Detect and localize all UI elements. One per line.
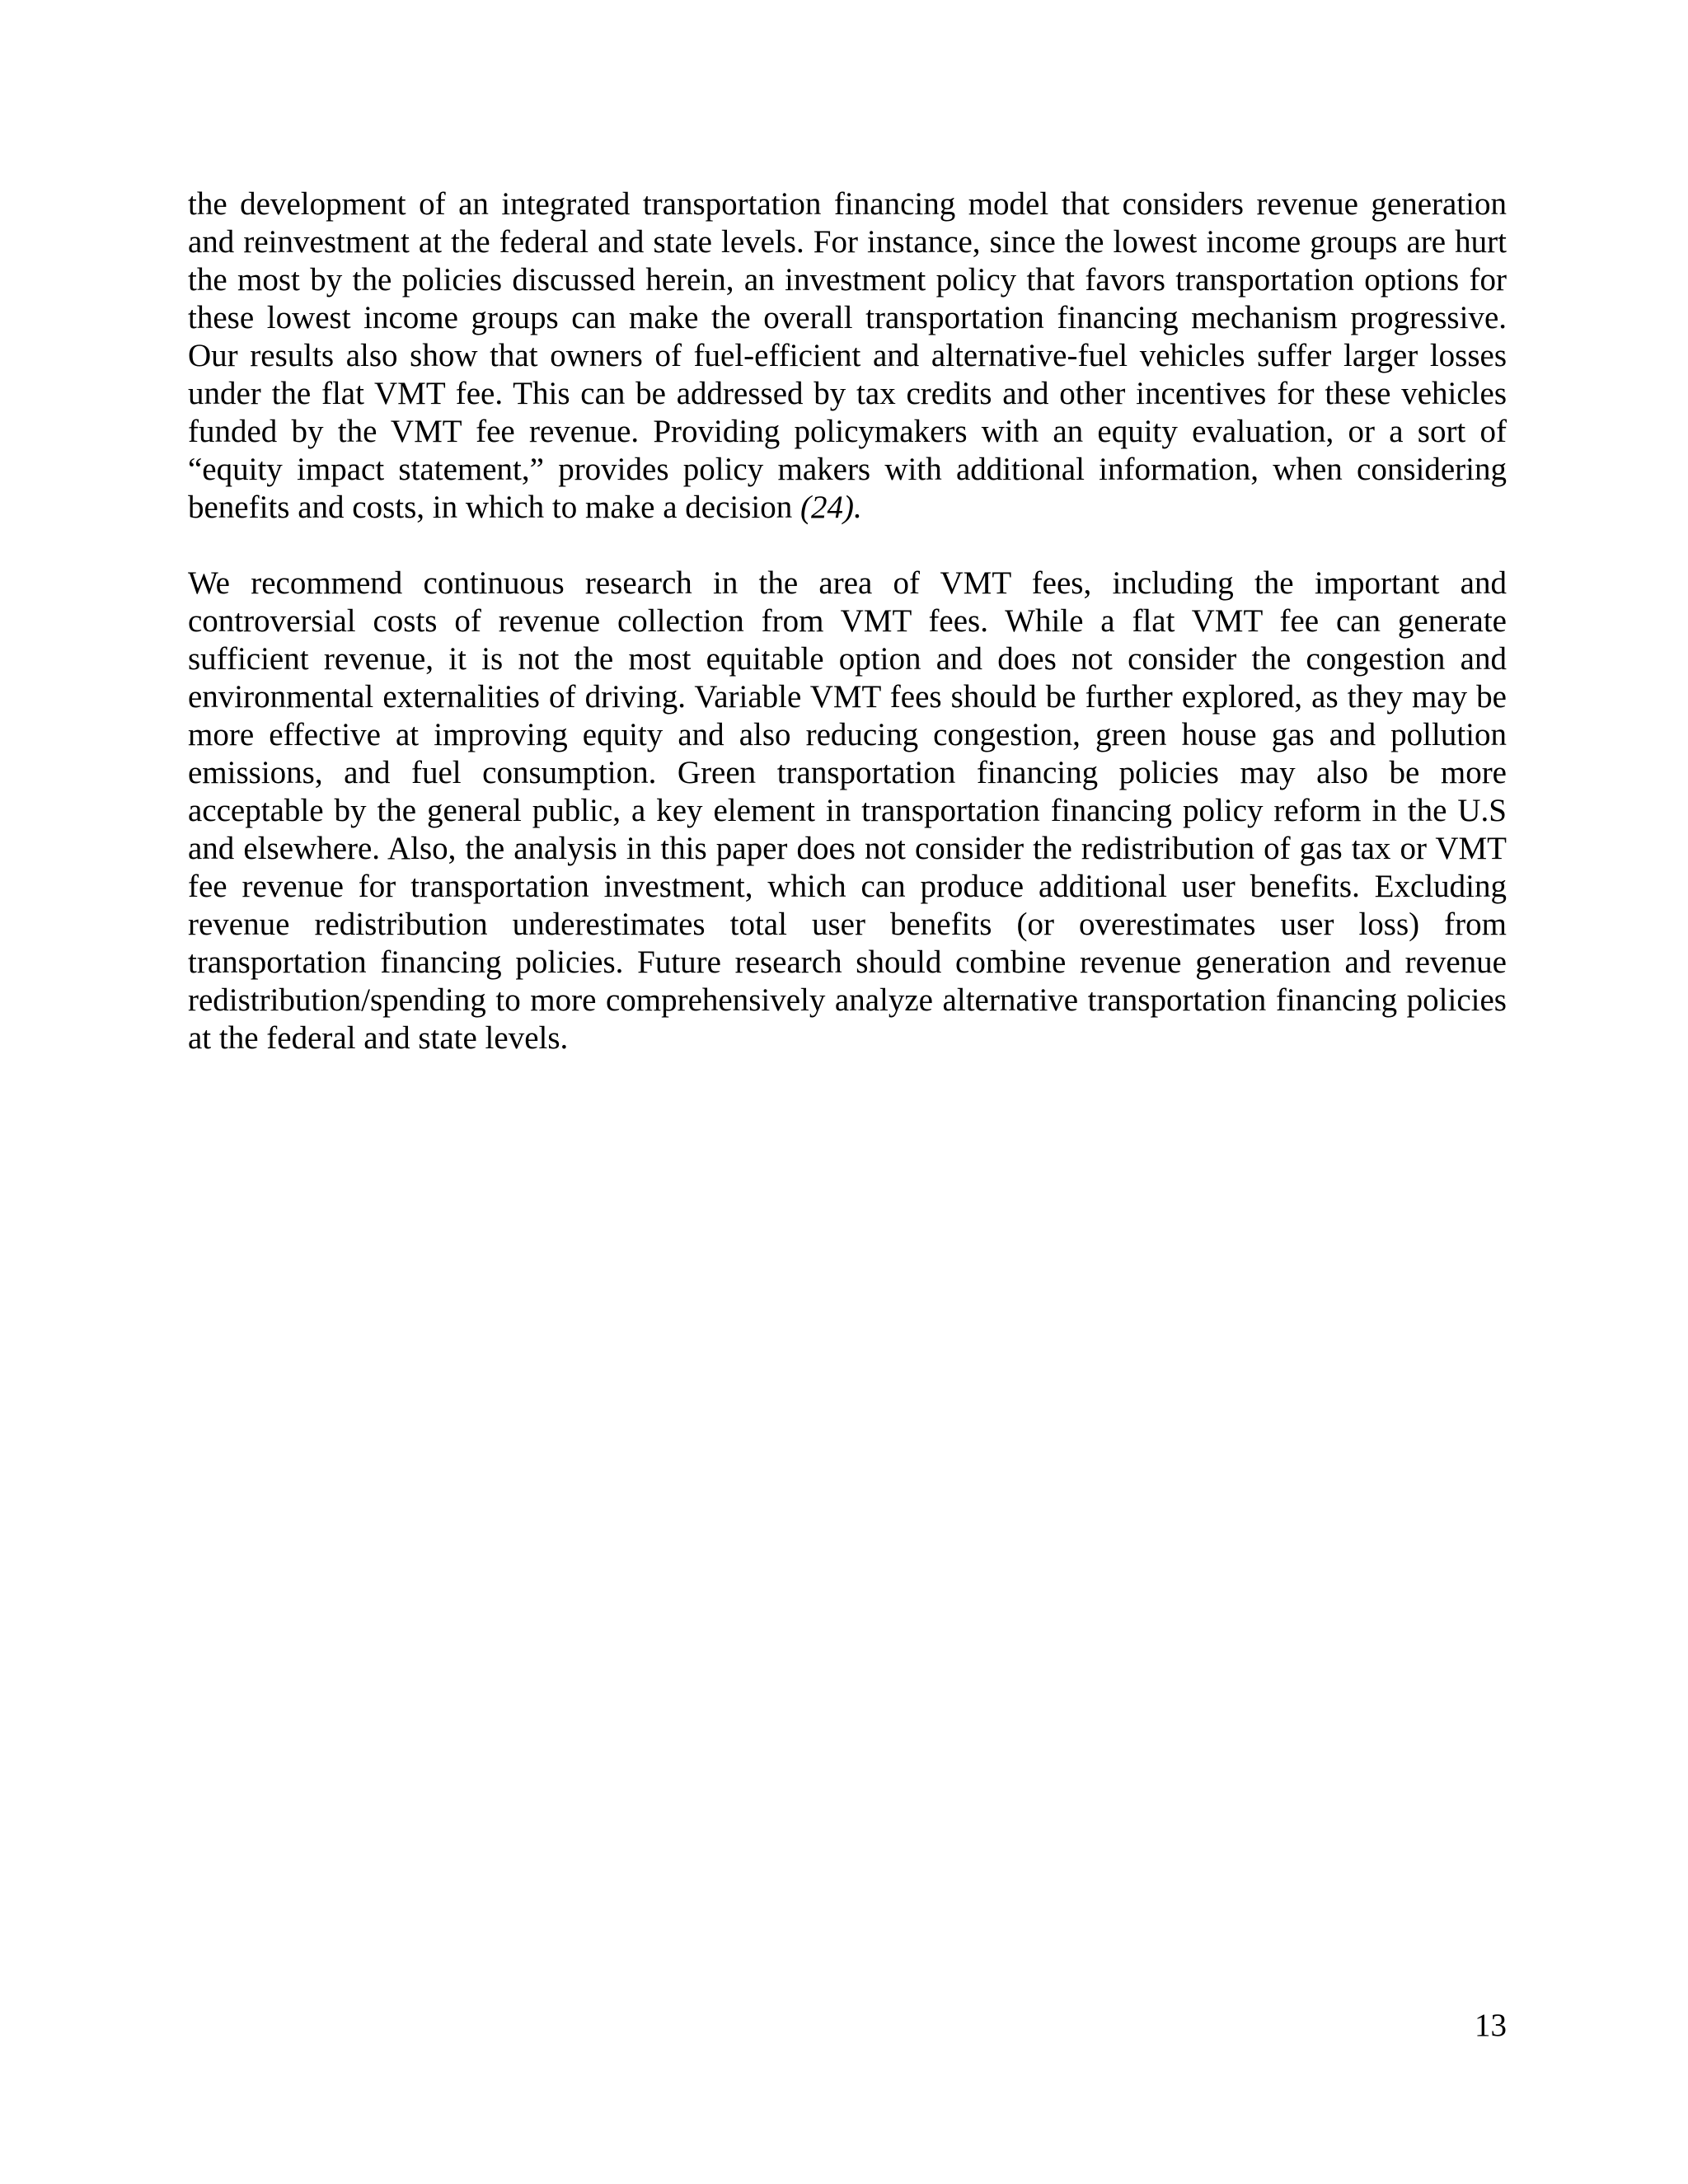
body-text <box>188 185 1507 1057</box>
paragraph-equity-investment <box>188 185 1507 527</box>
page-number: 13 <box>1475 2008 1507 2043</box>
paragraph-research-recommendation: We recommend continuous research in the area of VMT fees, including the important and controversial costs of revenue collection from VMT fees. While a flat VMT fee can generate sufficient revenue, it is not the most equitable option and does not consider the congestion and environmental externalities of driving. Variable VMT fees should be further explored, as they may be more effective at improving equity and also reducing congestion, green house gas and pollution emissions, and fuel consumption. Green transportation financing policies may also be more acceptable by the general public, a key element in transportation financing policy reform in the U.S and elsewhere. Also, the analysis in this paper does not consider the redistribution of gas tax or VMT fee revenue for transportation investment, which can produce additional user benefits. Excluding revenue redistribution underestimates total user benefits (or overestimates user loss) from transportation financing policies. Future research should combine revenue generation and revenue redistribution/spending to more comprehensively analyze alternative transportation financing policies at the federal and state levels. <box>188 565 1507 1056</box>
paragraph-1-text: the development of an integrated transportation financing model that considers revenue generation and reinvestment at the federal and state levels. For instance, since the lowest income groups are hurt the most by the policies discussed herein, an investment policy that favors transportation options for these lowest income groups can make the overall transportation financing mechanism progressive. Our results also show that owners of fuel-efficient and alternative-fuel vehicles suffer larger losses under the flat VMT fee. This can be addressed by tax credits and other incentives for these vehicles funded by the VMT fee revenue. Providing policymakers with an equity evaluation, or a sort of “equity impact statement,” provides policy makers with additional information, when considering benefits and costs, in which to make a decision <box>188 186 1507 525</box>
citation-24: (24). <box>799 490 862 525</box>
